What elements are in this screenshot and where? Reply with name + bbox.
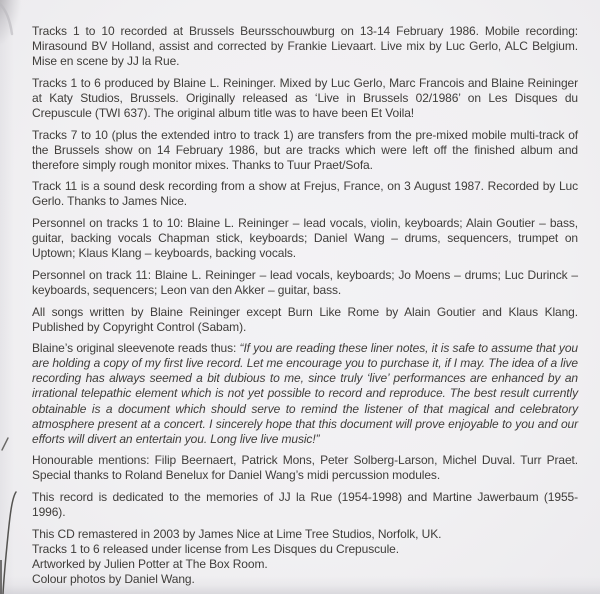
liner-notes-text-block bbox=[32, 24, 578, 594]
scratch-slash-icon bbox=[2, 438, 8, 450]
paragraph-personnel-track-11: Personnel on track 11: Blaine L. Reininger – lead vocals, keyboards; Jo Moens – drums; Luc Durinck – keyboards, sequencers; Leon van den Akker – guitar, bass. bbox=[32, 267, 578, 297]
credit-line-license: Tracks 1 to 6 released under license from Les Disques du Crepuscule. bbox=[32, 541, 399, 556]
paragraph-sleevenote bbox=[32, 341, 578, 447]
paragraph-honourable-mentions: Honourable mentions: Filip Beernaert, Patrick Mons, Peter Solberg-Larson, Michel Duval. Turr Praet. Special thanks to Roland Benelux for Daniel Wang’s midi percussion modules. bbox=[32, 453, 578, 483]
credit-line-artwork: Artworked by Julien Potter at The Box Room. bbox=[32, 556, 268, 571]
paragraph-credits bbox=[32, 527, 578, 587]
scan-corner-smudge-artifact bbox=[0, 0, 20, 44]
credit-line-photos: Colour photos by Daniel Wang. bbox=[32, 572, 195, 586]
paragraph-personnel-tracks-1-10: Personnel on tracks 1 to 10: Blaine L. Reininger – lead vocals, violin, keyboards; Alain Goutier – bass, guitar, backing vocals Chapman stick, keyboards; Daniel Wang – drums, sequencers, trumpet on Uptown; Klaus Klang – keyboards, backing vocals. bbox=[32, 216, 578, 261]
paragraph-songwriting-credits: All songs written by Blaine Reininger except Burn Like Rome by Alain Goutier and Klaus Klang. Published by Copyright Control (Sabam). bbox=[32, 304, 578, 334]
paragraph-dedication: This record is dedicated to the memories of JJ la Rue (1954-1998) and Martine Jawerbaum (1955-1996). bbox=[32, 490, 578, 520]
sleevenote-quote: “If you are reading these liner notes, it is safe to assume that you are holding a copy of my first live record. Let me encourage you to purchase it, if I may. The idea of a live recording has always seemed a bit dubious to me, since truly ‘live’ performances are enhanced by an irrational telepathic element which is not yet possible to record and reproduce. The best result currently obtainable is a document which should serve to remind the listener of that magical and celebratory atmosphere present at a concert. I sincerely hope that this document will prove enjoyable to you and our efforts will divert an entertain you. Long live live music!” bbox=[32, 341, 578, 446]
paragraph-tracks-7-10-info: Tracks 7 to 10 (plus the extended intro to track 1) are transfers from the pre-mixed mobile multi-track of the Brussels show on 14 February 1986, but are tracks which were left off the finished album and therefore simply rough monitor mixes. Thanks to Tuur Praet/Sofa. bbox=[32, 127, 578, 172]
paragraph-track-11-info: Track 11 is a sound desk recording from a show at Frejus, France, on 3 August 1987. Recorded by Luc Gerlo. Thanks to James Nice. bbox=[32, 179, 578, 209]
paragraph-production-info: Tracks 1 to 6 produced by Blaine L. Reininger. Mixed by Luc Gerlo, Marc Francois and Blaine Reininger at Katy Studios, Brussels. Originally released as ‘Live in Brussels 02/1986’ on Les Disques du Crepuscule (TWI 637). The original album title was to have been Et Voila! bbox=[32, 75, 578, 120]
paragraph-recording-info: Tracks 1 to 10 recorded at Brussels Beursschouwburg on 13-14 February 1986. Mobile recording: Mirasound BV Holland, assist and corrected by Frankie Lievaart. Live mix by Luc Gerlo, ALC Belgium. Mise en scene by JJ la Rue. bbox=[32, 24, 578, 69]
credit-line-remastered: This CD remastered in 2003 by James Nice at Lime Tree Studios, Norfolk, UK. bbox=[32, 526, 442, 541]
scratch-curve-icon bbox=[3, 492, 16, 594]
sleevenote-lead-in: Blaine’s original sleevenote reads thus: bbox=[32, 341, 240, 356]
